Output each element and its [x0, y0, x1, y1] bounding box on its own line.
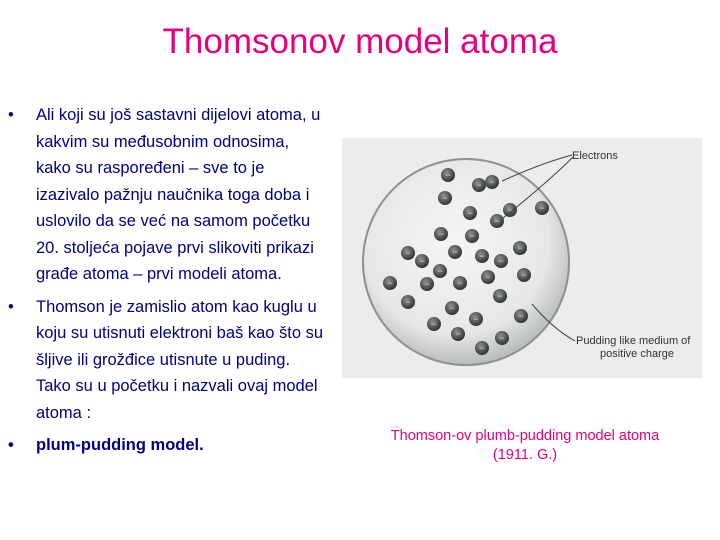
- electron-sign: −: [473, 314, 479, 324]
- electron-sign: −: [518, 311, 524, 321]
- electron-sign: −: [455, 329, 461, 339]
- electron-sign: −: [449, 303, 455, 313]
- electron-sign: −: [452, 247, 458, 257]
- electron-sign: −: [539, 203, 545, 213]
- electron-sign: −: [431, 319, 437, 329]
- caption-line1: Thomson-ov plumb-pudding model atoma: [390, 428, 660, 444]
- bullet-list: [8, 102, 328, 465]
- electron-sign: −: [457, 278, 463, 288]
- electron-sign: −: [387, 278, 393, 288]
- bullet-item: [8, 432, 328, 459]
- electron-sign: −: [405, 297, 411, 307]
- electron-sign: −: [507, 205, 513, 215]
- caption-line2: (1911. G.): [492, 447, 558, 463]
- bullet-marker: •: [8, 106, 14, 124]
- electron-sign: −: [445, 170, 451, 180]
- electron-sign: −: [438, 229, 444, 239]
- figure-caption: [360, 427, 690, 465]
- electron-sign: −: [476, 180, 482, 190]
- electron-sign: −: [517, 243, 523, 253]
- electron-sign: −: [437, 266, 443, 276]
- electron-sign: −: [442, 193, 448, 203]
- electron-sign: −: [419, 256, 425, 266]
- electron-sign: −: [467, 208, 473, 218]
- electron-sign: −: [424, 279, 430, 289]
- electron-sign: −: [489, 177, 495, 187]
- electron-sign: −: [479, 251, 485, 261]
- electron-sign: −: [469, 231, 475, 241]
- electron-sign: −: [499, 333, 505, 343]
- electron-sign: −: [497, 291, 503, 301]
- electron-sign: −: [498, 256, 504, 266]
- electron-sign: −: [485, 272, 491, 282]
- pudding-sphere: [363, 159, 569, 365]
- bullet-text: Ali koji su još sastavni dijelovi atoma, u kakvim su međusobnim odnosima, kako su raspoređeni – sve to je izazivalo pažnju naučnika toga doba i uslovilo da se već na samom početku 20. stoljeća pojave prvi slikoviti prikazi građe atoma – prvi modeli atoma.: [36, 106, 321, 283]
- pudding-label-line2: positive charge: [600, 348, 674, 360]
- atom-model-figure: [342, 138, 702, 378]
- electron-sign: −: [479, 343, 485, 353]
- atom-model-illustration: [342, 138, 702, 378]
- electron-sign: −: [405, 248, 411, 258]
- electron-sign: −: [494, 216, 500, 226]
- electrons-label: Electrons: [572, 150, 618, 162]
- electron-sign: −: [521, 270, 527, 280]
- bullet-item: [8, 294, 328, 427]
- bullet-item: [8, 102, 328, 288]
- bullet-marker: •: [8, 297, 14, 316]
- bullet-text: plum-pudding model.: [36, 436, 204, 454]
- slide-title: Thomsonov model atoma: [162, 22, 558, 61]
- pudding-label-line1: Pudding like medium of: [576, 335, 691, 347]
- bullet-marker: •: [8, 436, 14, 454]
- bullet-text: Thomson je zamislio atom kao kuglu u koju su utisnuti elektroni baš kao što su šljive ili grožđice utisnute u puding. Tako su u početku i nazvali ovaj model atoma :: [36, 297, 324, 422]
